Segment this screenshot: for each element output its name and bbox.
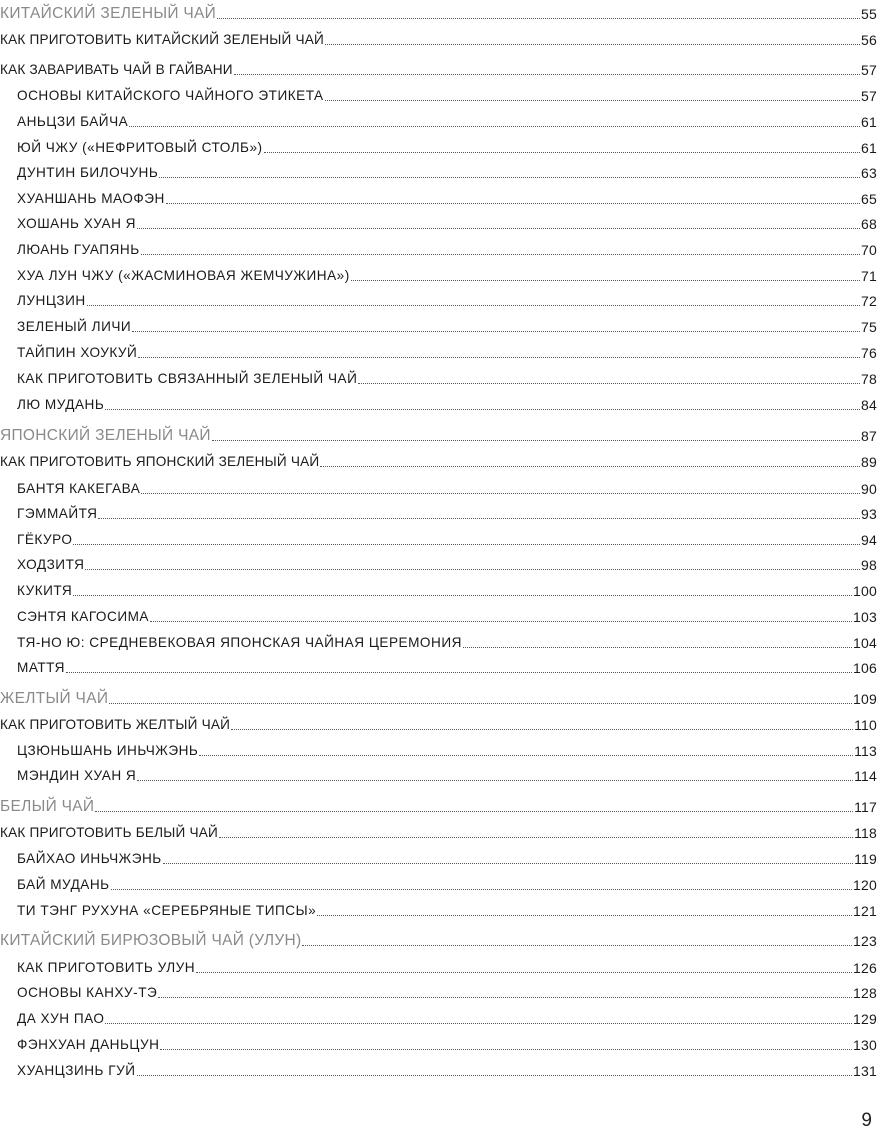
toc-entry-page-number: 78: [861, 371, 877, 387]
toc-entry-page-number: 119: [854, 851, 877, 867]
toc-entry-page-number: 61: [861, 140, 877, 156]
toc-entry-title: ОСНОВЫ КАНХУ-ТЭ: [17, 985, 158, 1000]
toc-entry-page-number: 65: [861, 191, 877, 207]
toc-entry-page-number: 61: [861, 114, 877, 130]
toc-entry-page-number: 63: [861, 165, 877, 181]
dot-leader: [150, 621, 852, 622]
toc-entry-item[interactable]: [17, 212, 877, 232]
dot-leader: [111, 889, 852, 890]
toc-entry-title: ХУАНЦЗИНЬ ГУЙ: [17, 1063, 136, 1078]
toc-entry-page-number: 121: [853, 903, 877, 919]
toc-entry-item[interactable]: [17, 502, 877, 522]
toc-entry-page-number: 84: [861, 397, 877, 413]
dot-leader: [105, 409, 860, 410]
toc-entry-title: ЛЮ МУДАНЬ: [17, 397, 105, 412]
toc-entry-item[interactable]: [17, 84, 877, 104]
toc-entry-section[interactable]: [0, 2, 877, 22]
dot-leader: [163, 863, 853, 864]
toc-entry-page-number: 94: [861, 532, 877, 548]
dot-leader: [105, 1023, 852, 1024]
toc-entry-title: ТАЙПИН ХОУКУЙ: [17, 345, 138, 360]
toc-entry-item[interactable]: [17, 981, 877, 1001]
toc-entry-page-number: 89: [861, 454, 877, 470]
toc-entry-title: БЕЛЫЙ ЧАЙ: [0, 798, 95, 815]
toc-entry-item[interactable]: [17, 553, 877, 573]
toc-entry-item[interactable]: [17, 579, 877, 599]
dot-leader: [358, 383, 860, 384]
dot-leader: [264, 152, 860, 153]
toc-entry-page-number: 129: [853, 1011, 877, 1027]
dot-leader: [219, 837, 853, 838]
toc-entry-title: МАТТЯ: [17, 660, 65, 675]
toc-entry-item[interactable]: [17, 367, 877, 387]
toc-entry-item[interactable]: [17, 477, 877, 497]
toc-entry-item[interactable]: [17, 1033, 877, 1053]
toc-entry-item[interactable]: [17, 264, 877, 284]
dot-leader: [141, 493, 860, 494]
dot-leader: [317, 915, 852, 916]
toc-entry-page-number: 72: [861, 293, 877, 309]
toc-entry-page-number: 130: [853, 1037, 877, 1053]
toc-entry-item[interactable]: [17, 899, 877, 919]
dot-leader: [234, 74, 860, 75]
toc-entry-title: ХОДЗИТЯ: [17, 557, 85, 572]
toc-entry-item[interactable]: [17, 187, 877, 207]
toc-entry-title: БАНТЯ КАКЕГАВА: [17, 481, 141, 496]
dot-leader: [85, 569, 860, 570]
toc-entry-page-number: 103: [853, 609, 877, 625]
dot-leader: [141, 254, 860, 255]
toc-entry-item[interactable]: [17, 847, 877, 867]
dot-leader: [217, 18, 860, 19]
dot-leader: [129, 126, 860, 127]
toc-entry-title: ГЁКУРО: [17, 532, 73, 547]
toc-entry-item[interactable]: [17, 238, 877, 258]
toc-entry-title: ДУНТИН БИЛОЧУНЬ: [17, 165, 159, 180]
toc-entry-page-number: 114: [854, 768, 877, 784]
toc-entry-item[interactable]: [17, 873, 877, 893]
toc-entry-page-number: 117: [854, 799, 877, 815]
toc-entry-page-number: 100: [853, 583, 877, 599]
dot-leader: [73, 595, 852, 596]
toc-entry-title: ФЭНХУАН ДАНЬЦУН: [17, 1037, 160, 1052]
toc-entry-page-number: 76: [861, 345, 877, 361]
toc-entry-page-number: 110: [854, 717, 877, 733]
toc-entry-item[interactable]: [17, 289, 877, 309]
toc-entry-page-number: 123: [853, 933, 877, 949]
toc-entry-page-number: 93: [861, 506, 877, 522]
toc-entry-page-number: 109: [853, 691, 877, 707]
toc-entry-title: ЮЙ ЧЖУ («НЕФРИТОВЫЙ СТОЛБ»): [17, 140, 263, 155]
dot-leader: [166, 203, 860, 204]
toc-entry-title: ОСНОВЫ КИТАЙСКОГО ЧАЙНОГО ЭТИКЕТА: [17, 88, 324, 103]
toc-entry-title: ДА ХУН ПАО: [17, 1011, 105, 1026]
page-number: 9: [861, 1110, 872, 1131]
toc-entry-page-number: 126: [853, 960, 877, 976]
dot-leader: [137, 228, 860, 229]
toc-entry-title: БАЙХАО ИНЬЧЖЭНЬ: [17, 851, 162, 866]
toc-entry-title: ЯПОНСКИЙ ЗЕЛЕНЫЙ ЧАЙ: [0, 427, 211, 444]
dot-leader: [137, 1075, 853, 1076]
dot-leader: [109, 703, 852, 704]
toc-entry-title: ТИ ТЭНГ РУХУНА «СЕРЕБРЯНЫЕ ТИПСЫ»: [17, 903, 317, 918]
toc-entry-title: ХОШАНЬ ХУАН Я: [17, 216, 136, 231]
toc-entry-title: КАК ПРИГОТОВИТЬ ЖЕЛТЫЙ ЧАЙ: [0, 717, 231, 732]
toc-entry-page-number: 87: [861, 428, 877, 444]
toc-entry-item[interactable]: [17, 739, 877, 759]
dot-leader: [302, 945, 852, 946]
toc-entry-sub[interactable]: [0, 821, 877, 841]
toc-entry-page-number: 55: [861, 6, 877, 22]
toc-entry-title: КАК ПРИГОТОВИТЬ БЕЛЫЙ ЧАЙ: [0, 825, 218, 840]
toc-entry-title: КАК ПРИГОТОВИТЬ УЛУН: [17, 960, 196, 975]
toc-entry-item[interactable]: [17, 656, 877, 676]
toc-entry-title: ХУАНШАНЬ МАОФЭН: [17, 191, 165, 206]
toc-entry-title: ЛЮАНЬ ГУАПЯНЬ: [17, 242, 140, 257]
toc-entry-sub[interactable]: [0, 713, 877, 733]
toc-entry-page-number: 90: [861, 481, 877, 497]
toc-entry-page-number: 57: [861, 88, 877, 104]
toc-entry-sub[interactable]: [0, 58, 877, 78]
toc-entry-section[interactable]: [0, 795, 877, 815]
toc-entry-title: МЭНДИН ХУАН Я: [17, 768, 137, 783]
toc-entry-title: ГЭММАЙТЯ: [17, 506, 98, 521]
toc-entry-item[interactable]: [17, 956, 877, 976]
dot-leader: [325, 100, 860, 101]
toc-entry-title: СЭНТЯ КАГОСИМА: [17, 609, 149, 624]
dot-leader: [66, 672, 852, 673]
toc-entry-item[interactable]: [17, 764, 877, 784]
dot-leader: [231, 729, 853, 730]
dot-leader: [463, 647, 852, 648]
dot-leader: [87, 305, 860, 306]
dot-leader: [199, 755, 853, 756]
toc-entry-page-number: 104: [853, 635, 877, 651]
dot-leader: [95, 811, 853, 812]
toc-entry-title: ХУА ЛУН ЧЖУ («ЖАСМИНОВАЯ ЖЕМЧУЖИНА»): [17, 268, 350, 283]
toc-entry-title: ЛУНЦЗИН: [17, 293, 86, 308]
toc-entry-title: КАК ПРИГОТОВИТЬ СВЯЗАННЫЙ ЗЕЛЕНЫЙ ЧАЙ: [17, 371, 358, 386]
toc-entry-title: КАК ЗАВАРИВАТЬ ЧАЙ В ГАЙВАНИ: [0, 62, 233, 77]
toc-entry-item[interactable]: [17, 605, 877, 625]
dot-leader: [212, 440, 860, 441]
dot-leader: [138, 357, 860, 358]
toc-entry-title: КАК ПРИГОТОВИТЬ КИТАЙСКИЙ ЗЕЛЕНЫЙ ЧАЙ: [0, 32, 324, 47]
toc-entry-title: КИТАЙСКИЙ БИРЮЗОВЫЙ ЧАЙ (УЛУН): [0, 932, 302, 949]
toc-entry-title: ЗЕЛЕНЫЙ ЛИЧИ: [17, 319, 132, 334]
toc-entry-title: КАК ПРИГОТОВИТЬ ЯПОНСКИЙ ЗЕЛЕНЫЙ ЧАЙ: [0, 454, 320, 469]
toc-entry-page-number: 68: [861, 216, 877, 232]
toc-entry-page-number: 56: [861, 32, 877, 48]
dot-leader: [158, 997, 852, 998]
toc-entry-sub[interactable]: [0, 450, 877, 470]
toc-entry-item[interactable]: [17, 341, 877, 361]
toc-entry-item[interactable]: [17, 161, 877, 181]
dot-leader: [160, 1049, 852, 1050]
toc-entry-title: БАЙ МУДАНЬ: [17, 877, 110, 892]
toc-entry-section[interactable]: [0, 929, 877, 949]
toc-entry-page-number: 128: [853, 985, 877, 1001]
toc-entry-page-number: 131: [853, 1063, 877, 1079]
dot-leader: [98, 518, 860, 519]
dot-leader: [159, 177, 860, 178]
toc-entry-page-number: 98: [861, 557, 877, 573]
toc-entry-item[interactable]: [17, 1007, 877, 1027]
dot-leader: [132, 331, 860, 332]
toc-entry-item[interactable]: [17, 1059, 877, 1079]
toc-entry-page-number: 106: [853, 660, 877, 676]
toc-entry-title: ЦЗЮНЬШАНЬ ИНЬЧЖЭНЬ: [17, 743, 199, 758]
toc-entry-section[interactable]: [0, 424, 877, 444]
dot-leader: [137, 780, 853, 781]
toc-entry-item[interactable]: [17, 631, 877, 651]
toc-entry-item[interactable]: [17, 393, 877, 413]
toc-entry-title: КУКИТЯ: [17, 583, 73, 598]
toc-entry-page-number: 70: [861, 242, 877, 258]
dot-leader: [196, 972, 852, 973]
dot-leader: [351, 280, 860, 281]
toc-entry-page-number: 113: [854, 743, 877, 759]
toc-entry-title: КИТАЙСКИЙ ЗЕЛЕНЫЙ ЧАЙ: [0, 5, 217, 22]
dot-leader: [73, 544, 860, 545]
dot-leader: [320, 466, 860, 467]
toc-entry-page-number: 71: [861, 268, 877, 284]
toc-entry-page-number: 120: [853, 877, 877, 893]
toc-entry-page-number: 75: [861, 319, 877, 335]
toc-entry-page-number: 118: [854, 825, 877, 841]
toc-entry-title: ТЯ-НО Ю: СРЕДНЕВЕКОВАЯ ЯПОНСКАЯ ЧАЙНАЯ ЦЕРЕМОНИЯ: [17, 635, 462, 650]
toc-entry-title: АНЬЦЗИ БАЙЧА: [17, 114, 129, 129]
toc-entry-section[interactable]: [0, 687, 877, 707]
toc-entry-item[interactable]: [17, 528, 877, 548]
toc-entry-item[interactable]: [17, 110, 877, 130]
toc-entry-sub[interactable]: [0, 28, 877, 48]
toc-entry-title: ЖЕЛТЫЙ ЧАЙ: [0, 690, 109, 707]
dot-leader: [325, 44, 860, 45]
toc-entry-page-number: 57: [861, 62, 877, 78]
toc-entry-item[interactable]: [17, 136, 877, 156]
toc-entry-item[interactable]: [17, 315, 877, 335]
